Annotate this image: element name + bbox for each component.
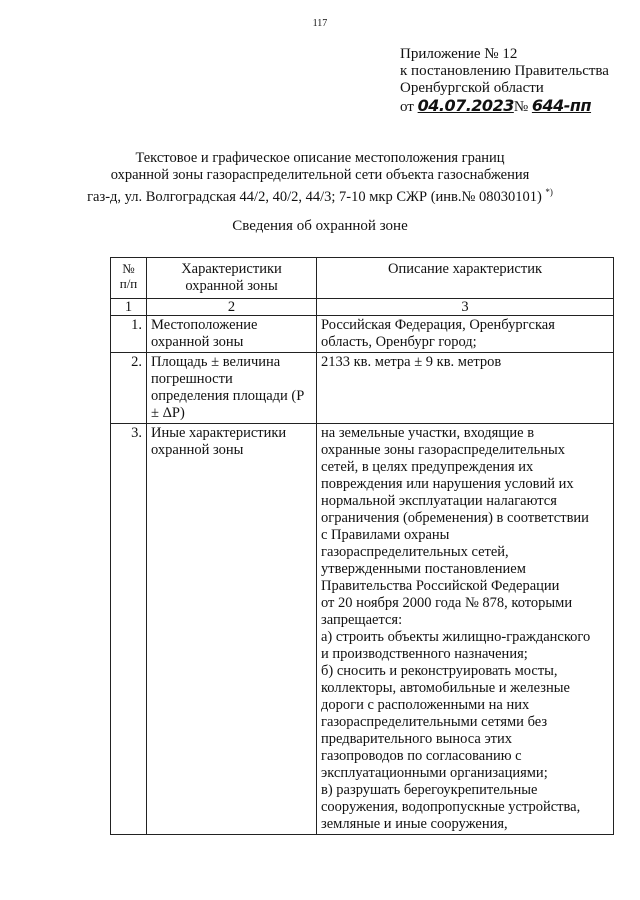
description-line: земляные и иные сооружения, — [321, 816, 508, 832]
description-line: на земельные участки, входящие в — [321, 425, 535, 441]
row-number: 1. — [111, 316, 147, 353]
description-line: предварительного выноса этих — [321, 731, 513, 747]
description-line: газораспределительными сетями без — [321, 714, 548, 730]
description-line: охранные зоны газораспределительных — [321, 442, 566, 458]
row-characteristic: Местоположение охранной зоны — [147, 316, 317, 353]
page-number: 117 — [312, 18, 328, 29]
description-line: от 20 ноября 2000 года № 878, которыми — [321, 595, 573, 611]
row-description — [317, 424, 614, 835]
description-line: утвержденными постановлением — [321, 561, 526, 577]
description-line: газораспределительных сетей, — [321, 544, 509, 560]
title-line-1: Текстовое и графическое описание местоположения границ — [135, 150, 505, 166]
description-line: повреждения или нарушения условий их — [321, 476, 574, 492]
appendix-line-2: к постановлению Правительства — [400, 63, 609, 79]
table-row — [111, 316, 614, 353]
appendix-from: от — [400, 99, 414, 115]
row-characteristic: Иные характеристики охранной зоны — [147, 424, 317, 835]
section-title: Сведения об охранной зоне — [232, 218, 408, 234]
appendix-date-handwritten: 04.07.2023 — [417, 96, 514, 115]
appendix-number-sign: № — [513, 99, 529, 115]
header-description: Описание характеристик — [317, 258, 614, 299]
row-description: 2133 кв. метра ± 9 кв. метров — [317, 353, 614, 424]
appendix-line-1: Приложение № 12 — [400, 46, 518, 62]
description-line: эксплуатационными организациями; — [321, 765, 548, 781]
description-line: Правительства Российской Федерации — [321, 578, 560, 594]
header-characteristics: Характеристики охранной зоны — [147, 258, 317, 299]
description-line: ограничения (обременения) в соответствии — [321, 510, 589, 526]
appendix-line-3: Оренбургской области — [400, 80, 544, 96]
appendix-number-handwritten: 644-пп — [531, 96, 592, 115]
protection-zone-table — [110, 257, 614, 835]
table-row — [111, 424, 614, 835]
description-line: с Правилами охраны — [321, 527, 450, 543]
row-number: 2. — [111, 353, 147, 424]
row-number: 3. — [111, 424, 147, 835]
table-header-row — [111, 258, 614, 299]
description-line: сооружения, водопропускные устройства, — [321, 799, 581, 815]
title-line-3: газ-д, ул. Волгоградская 44/2, 40/2, 44/3; 7-10 мкр СЖР (инв.№ 08030101) *) — [87, 187, 553, 205]
row-description: Российская Федерация, Оренбургская область, Оренбург город; — [317, 316, 614, 353]
description-line: дороги с расположенными на них — [321, 697, 530, 713]
column-number: 3 — [317, 299, 614, 316]
description-line: сетей, в целях предупреждения их — [321, 459, 534, 475]
description-line: б) сносить и реконструировать мосты, — [321, 663, 558, 679]
table-row — [111, 353, 614, 424]
description-line: в) разрушать берегоукрепительные — [321, 782, 538, 798]
column-number: 2 — [147, 299, 317, 316]
description-line: а) строить объекты жилищно-гражданского — [321, 629, 591, 645]
column-number: 1 — [111, 299, 147, 316]
description-line: запрещается: — [321, 612, 403, 628]
header-number: № п/п — [111, 258, 147, 299]
title-line-2: охранной зоны газораспределительной сети объекта газоснабжения — [110, 167, 530, 183]
description-line: нормальной эксплуатации налагаются — [321, 493, 557, 509]
description-line: газопроводов по согласованию с — [321, 748, 522, 764]
description-line: коллекторы, автомобильные и железные — [321, 680, 570, 696]
appendix-block — [400, 46, 609, 116]
appendix-date-line — [400, 97, 609, 116]
description-line: и производственного назначения; — [321, 646, 528, 662]
column-number-row — [111, 299, 614, 316]
document-title — [60, 150, 580, 206]
footnote-mark: *) — [545, 187, 553, 197]
row-characteristic: Площадь ± величина погрешности определения площади (P ± ΔP) — [147, 353, 317, 424]
